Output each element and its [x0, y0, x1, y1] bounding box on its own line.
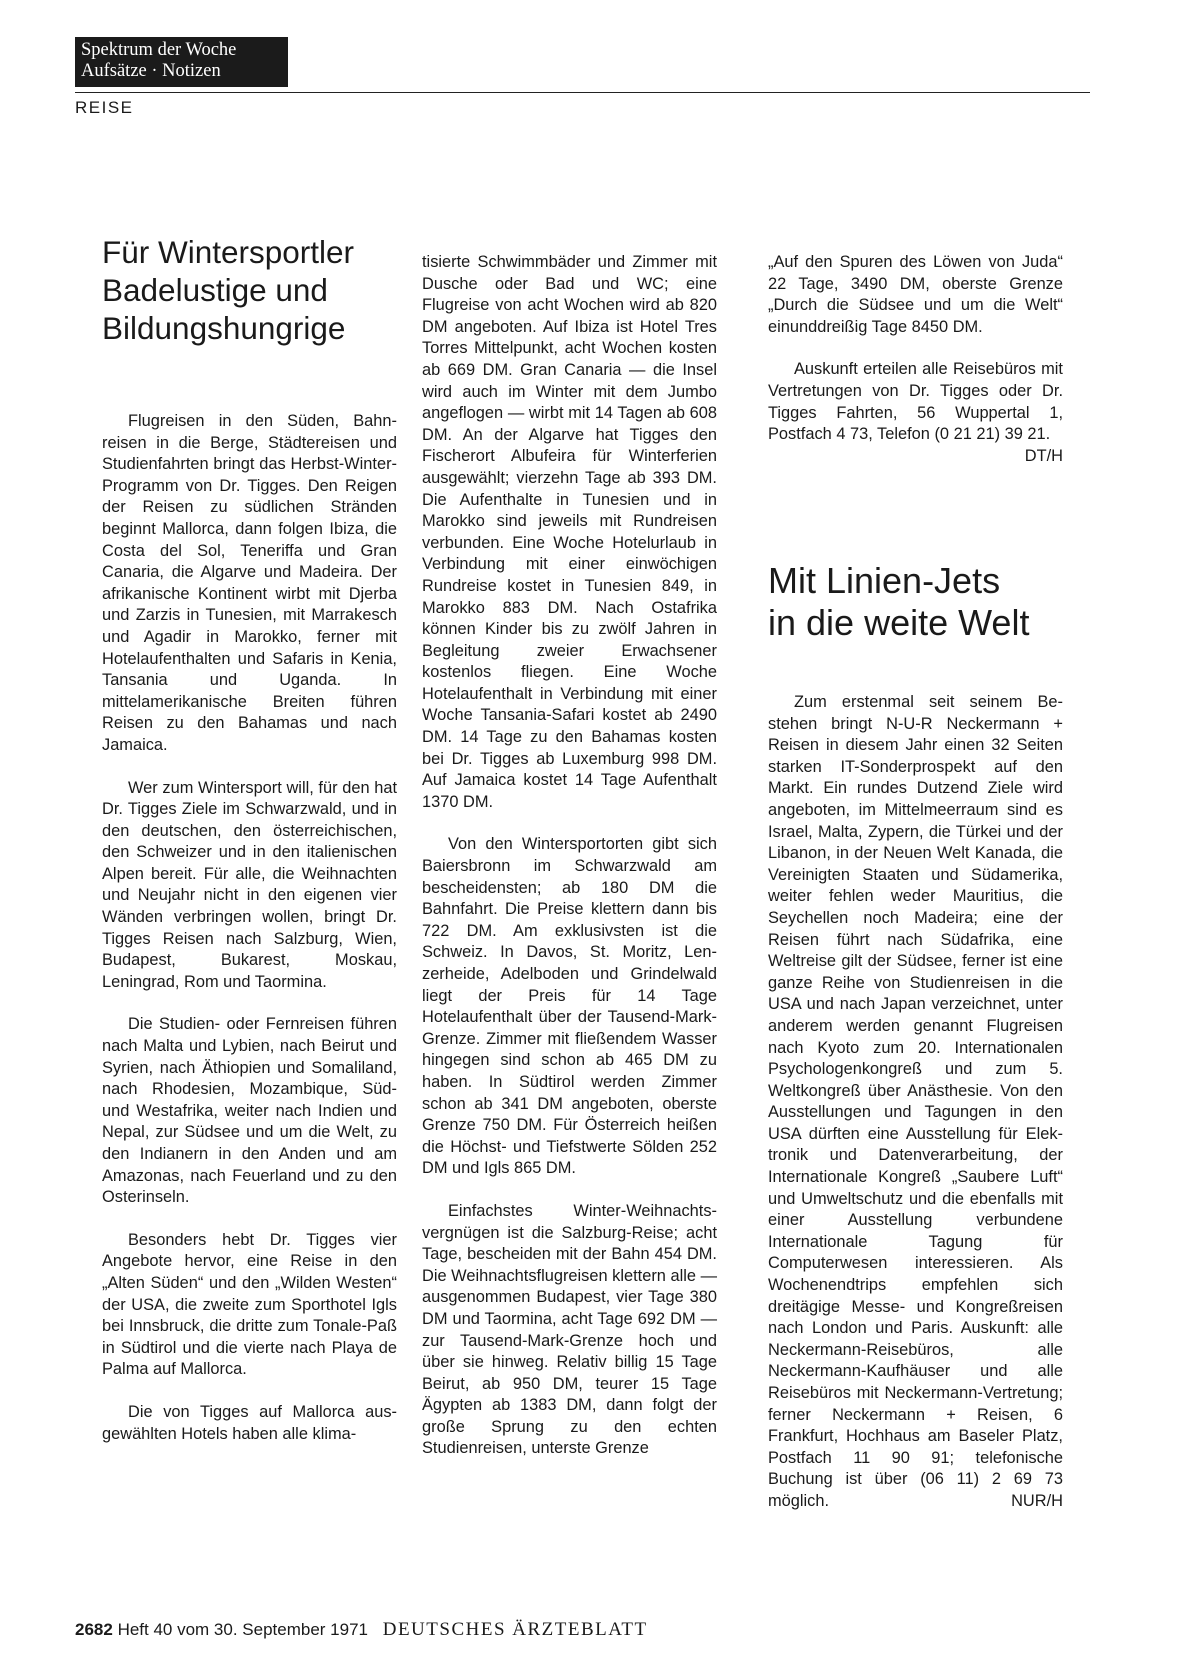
article1-headline	[102, 233, 397, 347]
headline-line: Bildungshungrige	[102, 310, 346, 346]
article1-paragraph: tisierte Schwimmbäder und Zimmer mit Dusche oder Bad und WC; eine Flugreise von acht Wochen wird ab 820 DM angeboten. Auf Ibiza ist Hotel Tres Torres Mittelpunkt, acht Wochen kosten ab 669 DM. Gran Canaria — die Insel wird auch im Winter mit dem Jumbo angeflogen — wirbt mit 14 Tagen ab 608 DM. An der Algarve hat Tigges den Fischerort Albufeira für Winterferien ausgewählt; vierzehn Tage ab 393 DM. Die Aufenthalte in Tunesien und in Marokko sind jeweils mit Rundreisen verbunden. Eine Woche Hotelurlaub in Verbindung mit einer einwöchigen Rundreise kostet in Tunesien 849, in Marokko 883 DM. Nach Ostafrika können Kinder bis zu zwölf Jahren in Begleitung zweier Erwachsener kostenlos fliegen. Eine Woche Hotelaufenthalt in Verbindung mit einer Woche Tansania-Safari kostet ab 2490 DM. 14 Tage zu den Bahamas kosten bei Dr. Tigges ab Luxemburg 998 DM. Auf Jamaica kostet 14 Tage Aufenthalt 1370 DM.	[422, 253, 717, 811]
column-2	[422, 252, 717, 1460]
headline-line: Badelustige und	[102, 272, 328, 308]
headline-line: Für Wintersportler	[102, 234, 355, 270]
article1-paragraph: Einfachstes Winter-Weihnachtsvergnügen ist die Salzburg-Reise; acht Tage, bescheiden mit der Bahn 454 DM. Die Weihnachtsflugreisen klettern alle — ausgenommen Budapest, vier Tage 380 DM und Taormina, acht Tage 692 DM — zur Tausend-Mark-Grenze hoch und über sie hinweg. Relativ billig 15 Tage Beirut, ab 950 DM, teurer 15 Tage Ägypten ab 1383 DM, dann folgt der große Sprung zu den echten Studienreisen, unterste Grenze	[422, 1201, 717, 1458]
page-footer	[75, 1619, 648, 1641]
column-badge	[75, 37, 288, 87]
article1-signature: DT/H	[1024, 446, 1063, 465]
issue-info: Heft 40 vom 30. September 1971	[117, 1620, 368, 1639]
badge-line-1: Spektrum der Woche	[81, 40, 237, 60]
article2-signature: NUR/H	[1011, 1491, 1063, 1510]
page-number: 2682	[75, 1620, 113, 1639]
article1-paragraph: Wer zum Wintersport will, für den hat Dr. Tigges Ziele im Schwarzwald, und in den deutschen, den österreichischen, den Schweizer und in den italienischen Alpen bereit. Für alle, die Weihnachten und Neujahr nicht in den eigenen vier Wänden verbringen wollen, bringt Dr. Tigges Reisen nach Salzburg, Wien, Budapest, Bukarest, Moskau, Leningrad, Rom und Taormina.	[102, 778, 397, 991]
header-rule	[75, 92, 1090, 93]
section-label: REISE	[75, 98, 134, 117]
headline-line: in die weite Welt	[768, 602, 1030, 643]
article2-headline	[768, 560, 1063, 644]
article1-paragraph: Besonders hebt Dr. Tigges vier Angebote hervor, eine Reise in den „Alten Süden“ und den „Wilden Westen“ der USA, die zweite zum Sporthotel Igls bei Innsbruck, die dritte zum Tonale-Paß in Südtirol und die vierte nach Playa de Palma auf Mallorca.	[102, 1230, 397, 1379]
article1-paragraph: Die Studien- oder Fernreisen führen nach Malta und Lybien, nach Beirut und Syrien, nach Äthiopien und Somaliland, nach Rhodesien, Mozambique, Süd- und Westafrika, weiter nach Indien und Nepal, zur Südsee und um die Welt, zu den Indianern in den Anden und am Amazonas, nach Feuerland und zu den Osterinseln.	[102, 1015, 397, 1207]
column-3	[768, 252, 1063, 467]
article2-paragraph: Zum erstenmal seit seinem Bestehen bringt N-U-R Neckermann + Reisen in diesem Jahr einen 32 Seiten starken IT-Sonderprospekt auf den Markt. Ein rundes Dutzend Ziele wird angeboten, im Mittelmeerraum sind es Israel, Malta, Zypern, die Türkei und der Libanon, in der Neuen Welt Kanada, die Vereinigten Staaten und Südamerika, weiter fehlen weder Mauritius, die Seychellen noch Madeira; eine der Reisen führt nach Südafrika, eine Weltreise gilt der Südsee, ferner ist eine ganze Reihe von Studienreisen in die USA und nach Japan verzeichnet, unter anderem werden genannt Flugreisen nach Kyoto zum 20. Internationalen Psychologenkongreß und zum 5. Weltkongreß über Anästhesie. Von den Ausstellungen und Tagungen in den USA dürften eine Ausstellung für Elektronik und Datenverarbeitung, der Internationale Kongreß „Saubere Luft“ und Umweltschutz und die ebenfalls mit einer Ausstellung verbundene Internationale Tagung für Computerwesen interessieren. Als Wochenendtrips empfehlen sich dreitägige Messe- und Kongreßreisen nach London und Paris. Auskunft: alle Neckermann-Reisebüros, alle Neckermann-Kaufhäuser und alle Reisebüros mit Neckermann-Vertretung; ferner Neckermann + Reisen, 6 Frankfurt, Hochhaus am Baseler Platz, Postfach 11 90 91; telefonische Buchung ist über (06 11) 2 69 73 möglich. NUR/H	[768, 692, 1063, 1513]
headline-line: Mit Linien-Jets	[768, 560, 1001, 601]
article1-paragraph: Von den Wintersportorten gibt sich Baiersbronn im Schwarzwald am bescheidensten; ab 180 DM die Bahnfahrt. Die Preise klettern dann bis 722 DM. Am exklusivsten ist die Schweiz. In Davos, St. Moritz, Lenzerheide, Adelboden und Grindelwald liegt der Preis für 14 Tage Hotelaufenthalt über der Tausend-Mark-Grenze. Zimmer mit fließendem Wasser hingegen sind schon ab 465 DM zu haben. In Südtirol werden Zimmer schon ab 341 DM angeboten, oberste Grenze 750 DM. Für Österreich heißen die Höchst- und Tiefstwerte Sölden 252 DM und Igls 865 DM.	[422, 835, 717, 1178]
badge-line-2: Aufsätze · Notizen	[81, 61, 221, 81]
magazine-name: DEUTSCHES ÄRZTEBLATT	[382, 1619, 648, 1640]
article1-paragraph: Auskunft erteilen alle Reisebüros mit Vertretungen von Dr. Tigges oder Dr. Tigges Fahrten, 56 Wuppertal 1, Postfach 4 73, Telefon (0 21 21) 39 21. DT/H	[768, 359, 1063, 445]
article2	[768, 560, 1063, 1513]
article1-paragraph: Die von Tigges auf Mallorca ausgewählten Hotels haben alle klima-	[102, 1402, 397, 1443]
article1-paragraph: „Auf den Spuren des Löwen von Juda“ 22 Tage, 3490 DM, oberste Grenze „Durch die Südsee und um die Welt“ einunddreißig Tage 8450 DM.	[768, 253, 1063, 336]
column-1	[102, 234, 397, 1445]
article1-paragraph: Flugreisen in den Süden, Bahnreisen in die Berge, Städtereisen und Studienfahrten bringt das Herbst-Winter-Programm von Dr. Tigges. Den Reigen der Reisen zu südlichen Stränden beginnt Mallorca, dann folgen Ibiza, die Costa del Sol, Teneriffa und Gran Canaria, die Algarve und Madeira. Der afrikanische Kontinent wirbt mit Djerba und Zarzis in Tunesien, mit Marrakesch und Agadir in Marokko, ferner mit Hotelaufenthalten und Safaris in Kenia, Tansania und Uganda. In mittelamerikanische Breiten führen Reisen zu den Bahamas und nach Jamaica.	[102, 412, 397, 754]
